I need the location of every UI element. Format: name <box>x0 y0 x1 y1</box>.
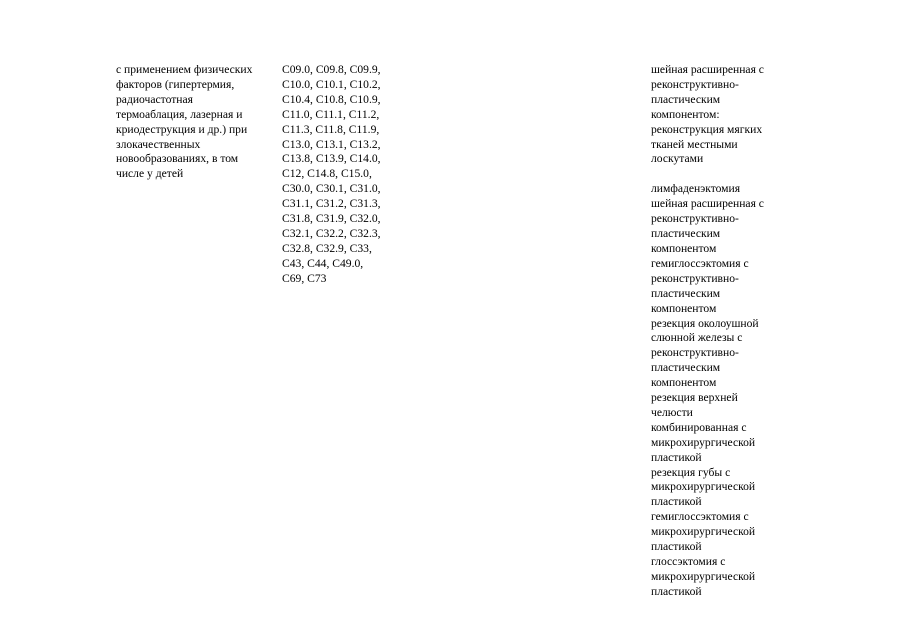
text-line: злокачественных <box>116 137 201 151</box>
procedure-line: компонентом <box>651 301 717 315</box>
procedure-block-1 <box>651 63 791 167</box>
code-line: C43, C44, C49.0, <box>282 256 364 270</box>
text-line: факторов (гипертермия, <box>116 77 235 91</box>
procedure-line: реконструкция мягких <box>651 122 763 136</box>
procedure-line: шейная расширенная с <box>651 63 764 76</box>
code-line: C09.0, C09.8, C09.9, <box>282 63 381 76</box>
paragraph-gap <box>651 167 791 182</box>
code-line: C10.4, C10.8, C10.9, <box>282 92 381 106</box>
text-line: числе у детей <box>116 167 184 181</box>
procedure-line: резекция верхней <box>651 391 738 405</box>
code-line: C10.0, C10.1, C10.2, <box>282 77 381 91</box>
procedure-line: пластикой <box>651 540 702 554</box>
procedure-line: гемиглоссэктомия с <box>651 510 749 524</box>
procedure-line: пластическим <box>651 227 721 241</box>
procedure-line: резекция околоушной <box>651 316 759 330</box>
procedure-line: резекция губы с <box>651 465 731 479</box>
procedure-line: комбинированная с <box>651 420 747 434</box>
procedure-line: пластикой <box>651 450 702 464</box>
code-line: C11.0, C11.1, C11.2, <box>282 107 380 121</box>
procedure-line: реконструктивно- <box>651 271 739 285</box>
procedure-line: лимфаденэктомия <box>651 182 741 196</box>
code-line: C11.3, C11.8, C11.9, <box>282 122 380 136</box>
procedure-line: пластикой <box>651 584 702 598</box>
procedure-line: челюсти <box>651 405 693 419</box>
procedure-line: микрохирургической <box>651 435 756 449</box>
text-line: криодеструкция и др.) при <box>116 122 248 136</box>
procedure-line: тканей местными <box>651 137 738 151</box>
procedure-line: реконструктивно- <box>651 77 739 91</box>
code-line: C31.8, C31.9, C32.0, <box>282 212 381 226</box>
procedure-block-2 <box>651 182 791 599</box>
text-line: радиочастотная <box>116 92 193 106</box>
procedure-line: гемиглоссэктомия с <box>651 256 749 270</box>
procedure-line: лоскутами <box>651 152 704 166</box>
code-line: C31.1, C31.2, C31.3, <box>282 197 381 211</box>
procedure-line: глоссэктомия с <box>651 555 726 568</box>
code-line: C13.8, C13.9, C14.0, <box>282 152 381 166</box>
text-line: новообразованиях, в том <box>116 152 239 166</box>
procedure-line: микрохирургической <box>651 525 756 539</box>
procedure-line: пластическим <box>651 286 721 300</box>
procedure-line: шейная расширенная с <box>651 197 764 211</box>
procedure-line: компонентом <box>651 376 717 390</box>
text-line: термоаблация, лазерная и <box>116 107 243 121</box>
procedures-column <box>651 63 791 600</box>
procedure-line: микрохирургической <box>651 480 756 494</box>
procedure-line: пластикой <box>651 495 702 509</box>
procedure-line: пластическим <box>651 92 721 106</box>
procedure-line: реконструктивно- <box>651 212 739 226</box>
procedure-line: компонентом: <box>651 107 720 121</box>
code-line: C12, C14.8, C15.0, <box>282 167 372 181</box>
icd-codes-column <box>282 63 402 287</box>
procedure-line: реконструктивно- <box>651 346 739 360</box>
treatment-method-column <box>116 63 278 182</box>
procedure-line: пластическим <box>651 361 721 375</box>
code-line: C32.8, C32.9, C33, <box>282 241 372 255</box>
procedure-line: компонентом <box>651 241 717 255</box>
code-line: C32.1, C32.2, C32.3, <box>282 226 381 240</box>
text-line: с применением физических <box>116 63 253 76</box>
code-line: C30.0, C30.1, C31.0, <box>282 182 381 196</box>
procedure-line: слюнной железы с <box>651 331 743 345</box>
code-line: C69, C73 <box>282 271 327 285</box>
procedure-line: микрохирургической <box>651 569 756 583</box>
code-line: C13.0, C13.1, C13.2, <box>282 137 381 151</box>
